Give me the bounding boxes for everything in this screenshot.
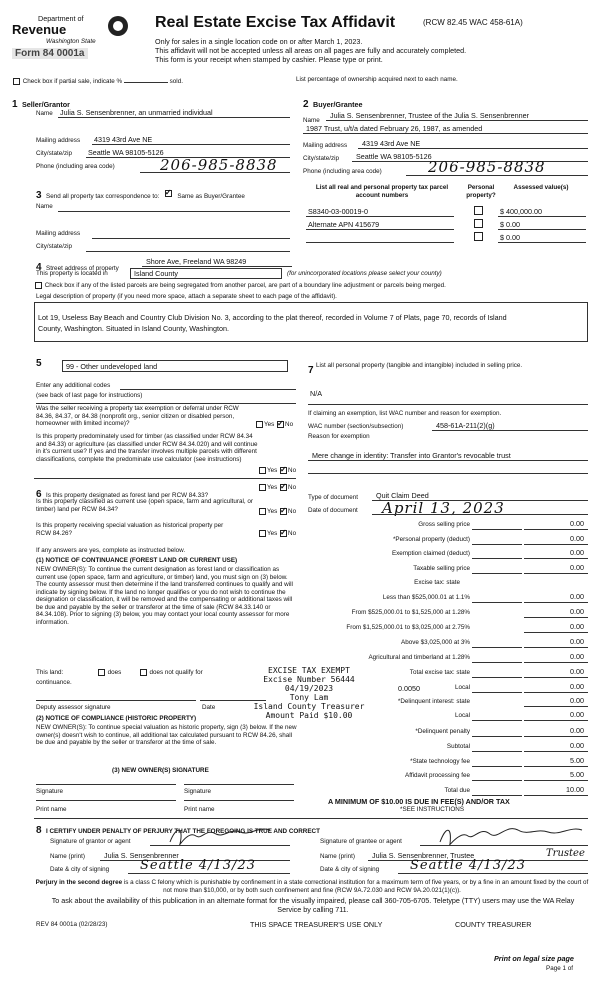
tax-row-personal-value[interactable]: 0.00 (570, 534, 584, 543)
correspondence-name-label: Name (36, 203, 53, 210)
notice1-title: (1) NOTICE OF CONTINUANCE (FOREST LAND OR CURRENT USE) (36, 557, 238, 564)
parcel-value-1[interactable]: $ 400,000.00 (500, 207, 542, 216)
stamp-line3: 04/19/2023 (284, 684, 334, 693)
does-not-qualify-checkbox[interactable] (140, 669, 147, 676)
partial-sale-label: Check box if partial sale, indicate % (22, 78, 123, 86)
notice1-text: NEW OWNER(S): To continue the current designation as forest land or classification as current use (open space, farm and agriculture, or timber) land, you must sign on (3) below. The county assessor must then determine if the land transferred continues to qualify and will indicate by signing below. If the land no longer qualifies or you do not wish to continue the designation or classification, it will be removed and the compensating or additional taxes will be due and payable by the seller or transferor at the time of sale (RCW 84.33.140 or 84.34.108). Prior to signing (3) below, you may contact your local county assessor for more information. (36, 566, 293, 626)
grantor-sig-label: Signature of grantor or agent (50, 838, 131, 845)
stamp-line2: Excise Number 56444 (263, 675, 355, 684)
partial-sale-row (12, 78, 183, 85)
availability-note: To ask about the availability of this publication in an alternate format for the visually impaired, please call 360-705-6705. Teletype (TTY) users may use the WA Relay Service by calling 711. (51, 896, 575, 914)
street-row: 4 Street address of property (36, 262, 119, 273)
buyer-heading: 2 Buyer/Grantee (303, 99, 363, 110)
does-qualify-checkbox[interactable] (98, 669, 105, 676)
rev-number: REV 84 0001a (02/28/23) (36, 921, 108, 928)
bracket-2-value[interactable]: 0.00 (570, 607, 584, 616)
new-owner-sig-label2: Signature (184, 788, 211, 795)
local2-label: Local (454, 712, 470, 719)
bracket-3-label: From $1,525,000.01 to $3,025,000 at 2.75% (346, 624, 470, 631)
grantee-name-label: Name (print) (320, 853, 355, 860)
bracket-1-label: Less than $525,000.01 at 1.1% (382, 594, 470, 601)
delinquent-interest-state-value[interactable]: 0.00 (570, 696, 584, 705)
total-due-label: Total due (444, 787, 470, 794)
dept-line1: Department of (38, 14, 84, 23)
county-note: (for unincorporated locations please select your county) (287, 270, 442, 277)
parcels-col1: List all real and personal property tax parcel account numbers (315, 184, 449, 199)
tax-row-personal-label: *Personal property (deduct) (392, 536, 470, 543)
tech-fee-value[interactable]: 5.00 (570, 756, 584, 765)
doc-type[interactable]: Quit Claim Deed (376, 491, 429, 500)
buyer-name-line2[interactable]: 1987 Trust, u/t/a dated February 26, 1987, as amended (306, 124, 483, 133)
personal-property-checkbox-3[interactable] (474, 232, 483, 241)
tax-row-gross-value[interactable]: 0.00 (570, 519, 584, 528)
print-legal: Print on legal size page (494, 954, 574, 963)
see-instructions: *SEE INSTRUCTIONS (400, 806, 465, 813)
property-street[interactable]: Shore Ave, Freeland WA 98249 (146, 257, 247, 266)
seller-mailing-label: Mailing address (36, 137, 81, 144)
delinquent-penalty-value[interactable]: 0.00 (570, 726, 584, 735)
doc-type-label: Type of document (308, 494, 359, 501)
segregated-checkbox[interactable] (35, 282, 42, 289)
s6-q1-row: 6 Is this property designated as forest land per RCW 84.33? (36, 489, 209, 500)
delinquent-penalty-label: *Delinquent penalty (415, 728, 470, 735)
header-note3: This form is your receipt when stamped by cashier. Please type or print. (155, 55, 383, 64)
dept-line2: Revenue (12, 22, 67, 37)
minimum-due-note: A MINIMUM OF $10.00 IS DUE IN FEE(S) AND/OR TAX (328, 797, 510, 806)
legal-line1: Lot 19, Useless Bay Beach and Country Club Division No. 3, according to the plat thereof, recorded in Volume 7 of Plats, page 70, records of Island (38, 313, 507, 322)
deputy-sig-label: Deputy assessor signature (36, 704, 111, 711)
new-owner-print-label1: Print name (36, 806, 67, 813)
parcels-col2: Personal property? (466, 184, 496, 199)
treasurer-use: THIS SPACE TREASURER'S USE ONLY (250, 920, 383, 929)
local-label: Local (454, 684, 470, 691)
s6-q3-no-checkbox[interactable] (280, 530, 287, 537)
s5-q2-answers: Yes ✓ No (258, 467, 296, 474)
see-back-label: (see back of last page for instructions) (36, 392, 143, 399)
s6-question2: Is this property classified as current use (open space, farm and agricultural, or timber) land per RCW 84.34? (36, 498, 253, 513)
s5-q1-yes-checkbox[interactable] (256, 421, 263, 428)
parcel-number-2[interactable]: Alternate APN 415679 (308, 220, 380, 229)
land-use-value: 99 - Other undeveloped land (66, 362, 158, 371)
bracket-5-value[interactable]: 0.00 (570, 652, 584, 661)
trustee-handwritten: Trustee (546, 848, 585, 859)
seller-name-label: Name (36, 110, 53, 117)
buyer-name-label: Name (303, 117, 320, 124)
exemption-reason[interactable]: Mere change in identity: Transfer into Grantor's revocable trust (312, 451, 511, 460)
seller-city-label: City/state/zip (36, 150, 73, 157)
seller-phone[interactable]: 206-985-8838 (160, 156, 278, 174)
bracket-1-value[interactable]: 0.00 (570, 592, 584, 601)
form-rcw: (RCW 82.45 WAC 458-61A) (423, 18, 523, 27)
legal-line2: County, Washington. Situated in Island County, Washington. (38, 324, 229, 333)
form-number: Form 84 0001a (12, 48, 88, 59)
same-as-buyer-checkbox[interactable] (165, 190, 172, 197)
affidavit-fee-value[interactable]: 5.00 (570, 770, 584, 779)
tax-row-gross-label: Gross selling price (418, 521, 470, 528)
bracket-2-label: From $525,000.01 to $1,525,000 at 1.28% (351, 609, 470, 616)
seller-name[interactable]: Julia S. Sensenbrenner, an unmarried individual (60, 108, 213, 117)
s5-q1-answers: Yes ✓ No (255, 421, 293, 428)
grantee-date-label: Date & city of signing (320, 866, 380, 873)
form-title: Real Estate Excise Tax Affidavit (155, 14, 396, 31)
stamp-line4: Tony Lam (289, 693, 329, 702)
s5-question2: Is this property predominately used for timber (as classified under RCW 84.34 and 84.33) or agriculture (as classified under RCW 84.34.020) and will continue in it's current use? If yes and the transfer involves multiple parcels with different classifications, complete the predominate use calculator (see instructions) (36, 433, 258, 463)
delinquent-interest-state-label: *Delinquent interest: state (397, 698, 470, 705)
county-treasurer: COUNTY TREASURER (455, 920, 532, 929)
bracket-4-value[interactable]: 0.00 (570, 637, 584, 646)
buyer-phone-label: Phone (including area code) (303, 168, 382, 175)
s5-question1: Was the seller receiving a property tax exemption or deferral under RCW 84.36, 84.37, or 84.38 (nonprofit org., senior citizen or disabled person, homeowner with limited income)? (36, 405, 239, 428)
parcel-value-3[interactable]: $ 0.00 (500, 233, 520, 242)
page-number: Page 1 of (546, 965, 573, 972)
local2-value[interactable]: 0.00 (570, 710, 584, 719)
new-owner-sig-label1: Signature (36, 788, 63, 795)
s6-q3-answers: Yes ✓ No (258, 530, 296, 537)
excise-heading: Excise tax: state (414, 579, 460, 586)
county-value: Island County (134, 269, 178, 278)
grantee-sig-label: Signature of grantee or agent (320, 838, 402, 845)
header-note2: This affidavit will not be accepted unless all areas on all pages are fully and accurately completed. (155, 46, 467, 55)
affidavit-fee-label: Affidavit processing fee (405, 772, 470, 779)
correspondence-city-label: City/state/zip (36, 243, 73, 250)
parcel-value-2[interactable]: $ 0.00 (500, 220, 520, 229)
perjury-note: Perjury in the second degree is a class C felony which is punishable by confinement in a state correctional institution for a maximum term of five years, or by a fine in an amount fixed by the court of not more than $10,000, or by both such confinement and fine (RCW 9A.72.030 and RCW 9A.20.021(1)(c)). (35, 879, 589, 894)
bracket-5-label: Agricultural and timberland at 1.28% (368, 654, 470, 661)
grantor-name-label: Name (print) (50, 853, 85, 860)
grantee-name[interactable]: Julia S. Sensenbrenner, Trustee (372, 851, 475, 860)
stamp-line5: Island County Treasurer (253, 702, 365, 711)
s6-instructions: If any answers are yes, complete as instructed below. (36, 547, 186, 554)
s5-q1-no-checkbox[interactable] (277, 421, 284, 428)
subtotal-value[interactable]: 0.00 (570, 741, 584, 750)
correspondence-row: 3 Send all property tax correspondence to: ✓ Same as Buyer/Grantee (36, 185, 245, 203)
tax-row-taxable-label: Taxable selling price (413, 565, 470, 572)
dept-logo (10, 14, 130, 58)
tax-row-exemption-value[interactable]: 0.00 (570, 548, 584, 557)
property-located-label: This property is located in (36, 270, 108, 277)
seller-heading: 1 Seller/Grantor (12, 99, 70, 110)
grantor-signature[interactable] (166, 822, 276, 850)
deputy-date-label: Date (202, 704, 216, 711)
s6-q1-no-checkbox[interactable] (280, 484, 287, 491)
new-owner-sig-title: (3) NEW OWNER(S) SIGNATURE (112, 767, 209, 774)
personal-property-checkbox-1[interactable] (474, 206, 483, 215)
treasurer-stamp (248, 666, 370, 720)
s5-q2-no-checkbox[interactable] (280, 467, 287, 474)
doc-date-label: Date of document (308, 507, 358, 514)
buyer-city-label: City/state/zip (303, 155, 340, 162)
section7-row: 7 (308, 365, 314, 376)
s6-q3-yes-checkbox[interactable] (259, 530, 266, 537)
s6-question3: Is this property receiving special valuation as historical property per RCW 84.26? (36, 522, 224, 537)
wac-number[interactable]: 458-61A-211(2)(g) (436, 421, 495, 430)
buyer-mailing-label: Mailing address (303, 142, 348, 149)
buyer-phone[interactable]: 206-985-8838 (428, 158, 546, 176)
stamp-line1: EXCISE TAX EXEMPT (268, 666, 350, 675)
tech-fee-label: *State technology fee (410, 758, 470, 765)
section7-label: List all personal property (tangible and intangible) included in selling price. (316, 362, 523, 369)
s6-q1-answers: Yes ✓ No (258, 484, 296, 491)
legal-label: Legal description of property (if you need more space, attach a separate sheet to each page of the affidavit). (36, 293, 337, 300)
s5-q2-yes-checkbox[interactable] (259, 467, 266, 474)
notice2-title: (2) NOTICE OF COMPLIANCE (HISTORIC PROPERTY) (36, 715, 197, 722)
tax-row-taxable-value[interactable]: 0.00 (570, 563, 584, 572)
personal-property-checkbox-2[interactable] (474, 219, 483, 228)
header-note1: Only for sales in a single location code on or after March 1, 2023. (155, 37, 363, 46)
grantee-signature[interactable] (436, 820, 586, 850)
local-value[interactable]: 0.00 (570, 682, 584, 691)
notice2-text: NEW OWNER(S): To continue special valuation as historic property, sign (3) below. If the new owner(s) doesn't wish to continue, all additional tax calculated pursuant to RCW 84.26, shall be due and payable by the seller or transferor at the time of sale. (36, 724, 297, 747)
buyer-mailing[interactable]: 4319 43rd Ave NE (362, 139, 421, 148)
subtotal-label: Subtotal (446, 743, 470, 750)
grantor-name[interactable]: Julia S. Sensenbrenner (104, 851, 179, 860)
partial-sale-sold: sold. (169, 78, 183, 86)
buyer-city[interactable]: Seattle WA 98105-5126 (356, 152, 432, 161)
grantee-date-city[interactable]: Seattle 4/13/23 (410, 858, 526, 873)
tax-row-exemption-label: Exemption claimed (deduct) (391, 550, 470, 557)
seller-city[interactable]: Seattle WA 98105-5126 (88, 148, 164, 157)
wac-label: WAC number (section/subsection) (308, 423, 404, 430)
bracket-total-value[interactable]: 0.00 (570, 667, 584, 676)
parcel-number-1[interactable]: S8340-03-00019-0 (308, 207, 368, 216)
legal-description-box[interactable] (34, 302, 588, 342)
grantor-date-label: Date & city of signing (50, 866, 110, 873)
additional-codes-label: Enter any additional codes (36, 382, 111, 389)
certify-row: 8 I CERTIFY UNDER PENALTY OF PERJURY THAT THE FOREGOING IS TRUE AND CORRECT (36, 825, 320, 836)
correspondence-mailing-label: Mailing address (36, 230, 81, 237)
total-due-value[interactable]: 10.00 (566, 785, 584, 794)
doc-date[interactable]: April 13, 2023 (382, 499, 505, 517)
revenue-logo-icon (108, 16, 128, 36)
grantor-date-city[interactable]: Seattle 4/13/23 (140, 858, 256, 873)
seller-mailing[interactable]: 4319 43rd Ave NE (94, 135, 153, 144)
new-owner-print-label2: Print name (184, 806, 215, 813)
buyer-name-line1[interactable]: Julia S. Sensenbrenner, Trustee of the Julia S. Sensenbrenner (330, 111, 529, 120)
local-rate: 0.0050 (398, 684, 420, 693)
exemption-label: If claiming an exemption, list WAC number and reason for exemption. (308, 410, 502, 417)
stamp-line6: Amount Paid $10.00 (265, 711, 353, 720)
partial-sale-checkbox[interactable] (13, 78, 20, 85)
s6-q2-yes-checkbox[interactable] (259, 508, 266, 515)
segregated-row: Check box if any of the listed parcels are being segregated from another parcel, are part of a boundary line adjustment or parcels being merged. (34, 282, 446, 289)
bracket-3-value[interactable]: 0.00 (570, 622, 584, 631)
seller-phone-label: Phone (including area code) (36, 163, 115, 170)
section7-value[interactable]: N/A (310, 389, 322, 398)
bracket-4-label: Above $3,025,000 at 3% (401, 639, 470, 646)
bracket-total-label: Total excise tax: state (409, 669, 470, 676)
ownership-note: List percentage of ownership acquired next to each name. (296, 76, 458, 83)
dept-line3: Washington State (46, 38, 96, 45)
parcels-col3: Assessed value(s) (513, 184, 569, 191)
continuance-label: continuance. (36, 679, 72, 686)
reason-label: Reason for exemption (308, 433, 370, 440)
section5-num: 5 (36, 358, 42, 369)
s6-q2-answers: Yes ✓ No (258, 508, 296, 515)
s6-q1-yes-checkbox[interactable] (259, 484, 266, 491)
this-land-row: This land: does does not qualify for (36, 669, 203, 677)
s6-q2-no-checkbox[interactable] (280, 508, 287, 515)
